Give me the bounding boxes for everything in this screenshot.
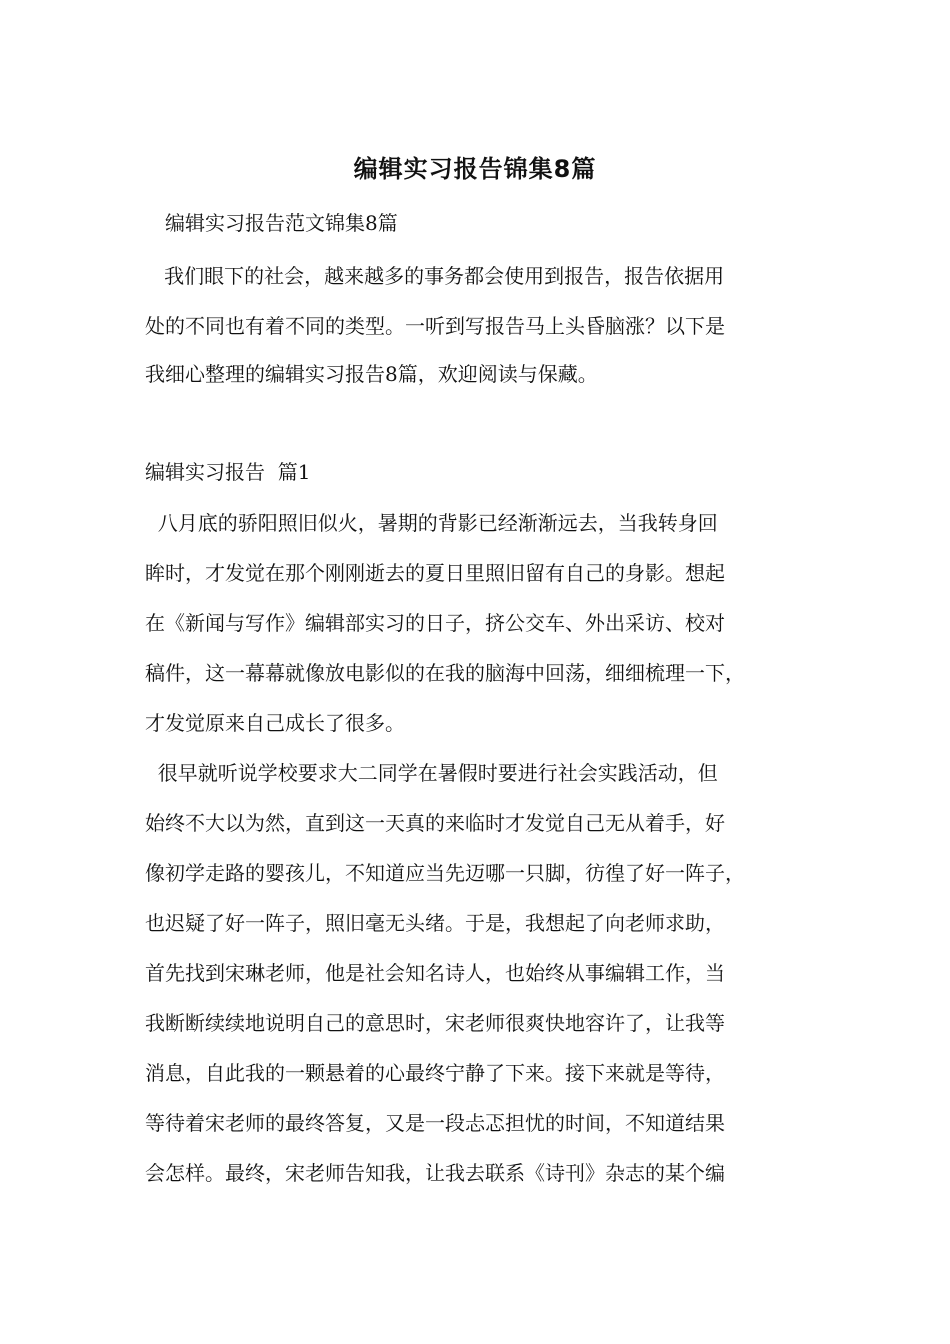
- paragraph-line: 才发觉原来自己成长了很多。: [145, 711, 405, 735]
- document-subtitle: 编辑实习报告范文锦集8篇: [165, 211, 398, 235]
- paragraph-line: 我断断续续地说明自己的意思时，宋老师很爽快地容许了，让我等: [145, 1011, 725, 1035]
- paragraph-line: 很早就听说学校要求大二同学在暑假时要进行社会实践活动，但: [145, 761, 718, 785]
- intro-line: 我细心整理的编辑实习报告8篇，欢迎阅读与保藏。: [145, 362, 598, 386]
- paragraph-line: 眸时，才发觉在那个刚刚逝去的夏日里照旧留有自己的身影。想起: [145, 561, 725, 585]
- paragraph-line: 也迟疑了好一阵子，照旧毫无头绪。于是，我想起了向老师求助，: [145, 911, 725, 935]
- intro-line: 我们眼下的社会，越来越多的事务都会使用到报告，报告依据用: [145, 264, 725, 288]
- paragraph-line: 消息，自此我的一颗悬着的心最终宁静了下来。接下来就是等待，: [145, 1061, 725, 1085]
- intro-line: 处的不同也有着不同的类型。一听到写报告马上头昏脑涨？以下是: [145, 314, 725, 338]
- paragraph-line: 始终不大以为然，直到这一天真的来临时才发觉自己无从着手，好: [145, 811, 725, 835]
- paragraph-line: 稿件，这一幕幕就像放电影似的在我的脑海中回荡，细细梳理一下，: [145, 661, 745, 685]
- paragraph-line: 会怎样。最终，宋老师告知我，让我去联系《诗刊》杂志的某个编: [145, 1161, 725, 1185]
- paragraph-line: 八月底的骄阳照旧似火，暑期的背影已经渐渐远去，当我转身回: [145, 511, 718, 535]
- paragraph-line: 在《新闻与写作》编辑部实习的日子，挤公交车、外出采访、校对: [145, 611, 725, 635]
- section-heading: 编辑实习报告 篇1: [145, 460, 311, 484]
- paragraph-line: 等待着宋老师的最终答复，又是一段忐忑担忧的时间，不知道结果: [145, 1111, 725, 1135]
- paragraph-line: 首先找到宋琳老师，他是社会知名诗人，也始终从事编辑工作，当: [145, 961, 725, 985]
- paragraph-line: 像初学走路的婴孩儿，不知道应当先迈哪一只脚，彷徨了好一阵子，: [145, 861, 745, 885]
- document-title: 编辑实习报告锦集8篇: [353, 155, 597, 183]
